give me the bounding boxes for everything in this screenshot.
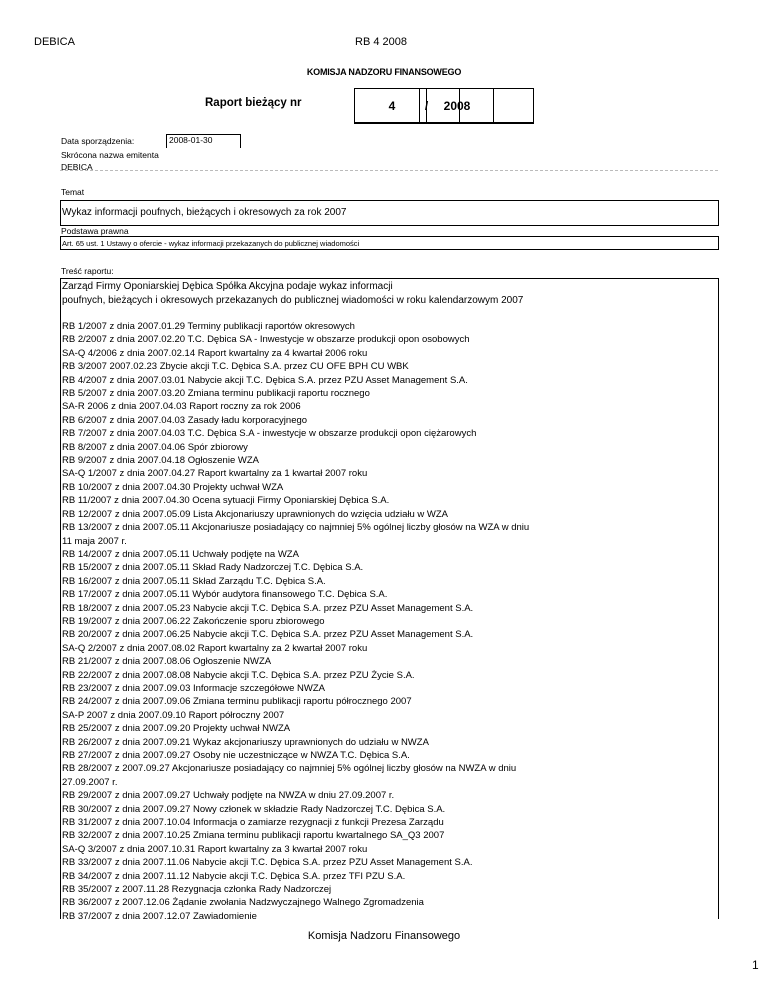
report-list-item: RB 4/2007 z dnia 2007.03.01 Nabycie akcji T.C. Dębica S.A. przez PZU Asset Management S.A. bbox=[62, 374, 468, 386]
report-list-item: RB 6/2007 z dnia 2007.04.03 Zasady ładu korporacyjnego bbox=[62, 414, 308, 426]
report-list-item: RB 28/2007 z 2007.09.27 Akcjonariusze posiadający co najmniej 5% ogólnej liczby głosów na NWZA w dniu bbox=[62, 763, 517, 775]
report-number: 4 bbox=[388, 98, 396, 113]
report-list-item: SA-Q 1/2007 z dnia 2007.04.27 Raport kwartalny za 1 kwartał 2007 roku bbox=[62, 468, 368, 480]
subject-value: Wykaz informacji poufnych, bieżących i okresowych za rok 2007 bbox=[62, 207, 347, 218]
report-year-box bbox=[426, 88, 494, 124]
report-list-item: RB 8/2007 z dnia 2007.04.06 Spór zbiorowy bbox=[62, 441, 248, 453]
report-list-item: RB 23/2007 z dnia 2007.09.03 Informacje szczegółowe NWZA bbox=[62, 682, 325, 694]
report-list-item: RB 26/2007 z dnia 2007.09.21 Wykaz akcjonariuszy uprawnionych do udziału w NWZA bbox=[62, 736, 429, 748]
report-list-item: RB 10/2007 z dnia 2007.04.30 Projekty uchwał WZA bbox=[62, 481, 284, 493]
report-list-item: RB 2/2007 z dnia 2007.02.20 T.C. Dębica SA - Inwestycje w obszarze produkcji opon osobowych bbox=[62, 334, 470, 346]
report-list-item: RB 37/2007 z dnia 2007.12.07 Zawiadomienie bbox=[62, 910, 257, 919]
legal-basis-value: Art. 65 ust. 1 Ustawy o ofercie - wykaz informacji przekazanych do publicznej wiadomości bbox=[62, 239, 360, 248]
legal-basis-field bbox=[60, 236, 719, 250]
header-report-code: RB 4 2008 bbox=[355, 36, 407, 48]
report-separator: / bbox=[424, 98, 429, 113]
footer-text: Komisja Nadzoru Finansowego bbox=[307, 930, 461, 942]
report-list-item: RB 30/2007 z dnia 2007.09.27 Nowy członek w składzie Rady Nadzorczej T.C. Dębica S.A. bbox=[62, 803, 446, 815]
report-list-item: RB 22/2007 z dnia 2007.08.08 Nabycie akcji T.C. Dębica S.A. przez PZU Życie S.A. bbox=[62, 669, 415, 681]
report-list-item: RB 3/2007 2007.02.23 Zbycie akcji T.C. Dębica S.A. przez CU OFE BPH CU WBK bbox=[62, 361, 409, 373]
report-list-item: RB 15/2007 z dnia 2007.05.11 Skład Rady Nadzorczej T.C. Dębica S.A. bbox=[62, 562, 364, 574]
report-list-item: RB 7/2007 z dnia 2007.04.03 T.C. Dębica S.A - inwestycje w obszarze produkcji opon ciężarowych bbox=[62, 428, 477, 440]
short-name-label: Skrócona nazwa emitenta bbox=[61, 150, 159, 160]
report-list-item: RB 14/2007 z dnia 2007.05.11 Uchwały podjęte na WZA bbox=[62, 548, 299, 560]
subject-field bbox=[60, 200, 719, 226]
report-extra-box bbox=[494, 88, 534, 124]
date-value: 2008-01-30 bbox=[169, 135, 213, 145]
report-year: 2008 bbox=[443, 98, 471, 113]
page-number: 1 bbox=[752, 958, 759, 972]
content-lines bbox=[61, 320, 718, 919]
report-list-item: SA-R 2006 z dnia 2007.04.03 Raport roczny za rok 2006 bbox=[62, 401, 301, 413]
report-list-item: RB 27/2007 z dnia 2007.09.27 Osoby nie uczestniczące w NWZA T.C. Dębica S.A. bbox=[62, 750, 410, 761]
report-list-item: RB 12/2007 z dnia 2007.05.09 Lista Akcjonariuszy uprawnionych do wzięcia udziału w WZA bbox=[62, 508, 449, 520]
report-list-item: SA-Q 3/2007 z dnia 2007.10.31 Raport kwartalny za 3 kwartał 2007 roku bbox=[62, 843, 368, 855]
report-list-item: RB 13/2007 z dnia 2007.05.11 Akcjonariusze posiadający co najmniej 5% ogólnej liczby głosów na WZA w dniu bbox=[62, 522, 530, 534]
divider bbox=[60, 170, 718, 171]
report-list-item: SA-P 2007 z dnia 2007.09.10 Raport półroczny 2007 bbox=[62, 709, 285, 721]
report-list-item: RB 34/2007 z dnia 2007.11.12 Nabycie akcji T.C. Dębica S.A. przez TFI PZU S.A. bbox=[62, 870, 406, 882]
content-intro bbox=[61, 279, 718, 307]
date-label: Data sporządzenia: bbox=[61, 136, 135, 146]
report-list-item: RB 1/2007 z dnia 2007.01.29 Terminy publikacji raportów okresowych bbox=[62, 321, 355, 332]
report-list-item: RB 25/2007 z dnia 2007.09.20 Projekty uchwał NWZA bbox=[62, 723, 291, 735]
report-list-item: RB 21/2007 z dnia 2007.08.06 Ogłoszenie NWZA bbox=[62, 656, 272, 668]
org-title: KOMISJA NADZORU FINANSOWEGO bbox=[306, 67, 462, 77]
report-list-item: 11 maja 2007 r. bbox=[62, 535, 127, 547]
report-label: Raport bieżący nr bbox=[205, 97, 302, 109]
report-list-item: SA-Q 4/2006 z dnia 2007.02.14 Raport kwartalny za 4 kwartał 2006 roku bbox=[62, 347, 368, 359]
content-box bbox=[60, 278, 719, 919]
legal-basis-label: Podstawa prawna bbox=[61, 226, 129, 236]
report-list-item: RB 29/2007 z dnia 2007.09.27 Uchwały podjęte na NWZA w dniu 27.09.2007 r. bbox=[62, 790, 395, 802]
report-list-item: RB 11/2007 z dnia 2007.04.30 Ocena sytuacji Firmy Oponiarskiej Dębica S.A. bbox=[62, 495, 390, 507]
report-list-item: RB 20/2007 z dnia 2007.06.25 Nabycie akcji T.C. Dębica S.A. przez PZU Asset Management S.A. bbox=[62, 629, 474, 641]
short-name-value: DEBICA bbox=[61, 162, 93, 172]
report-list-item: RB 9/2007 z dnia 2007.04.18 Ogłoszenie WZA bbox=[62, 455, 259, 467]
intro-line: Zarząd Firmy Oponiarskiej Dębica Spółka Akcyjna podaje wykaz informacji bbox=[62, 281, 393, 292]
report-list-item: 27.09.2007 r. bbox=[62, 776, 118, 788]
report-list-item: RB 16/2007 z dnia 2007.05.11 Skład Zarządu T.C. Dębica S.A. bbox=[62, 575, 326, 587]
report-list-item: SA-Q 2/2007 z dnia 2007.08.02 Raport kwartalny za 2 kwartał 2007 roku bbox=[62, 642, 368, 654]
report-list-item: RB 17/2007 z dnia 2007.05.11 Wybór audytora finansowego T.C. Dębica S.A. bbox=[62, 589, 388, 601]
intro-line: poufnych, bieżących i okresowych przekazanych do publicznej wiadomości w roku kalendarzowym 2007 bbox=[62, 294, 524, 306]
header-company: DEBICA bbox=[34, 36, 75, 48]
report-list-item: RB 32/2007 z dnia 2007.10.25 Zmiana terminu publikacji raportu kwartalnego SA_Q3 2007 bbox=[62, 830, 445, 842]
report-list-item: RB 31/2007 z dnia 2007.10.04 Informacja o zamiarze rezygnacji z funkcji Prezesa Zarządu bbox=[62, 817, 444, 829]
content-label: Treść raportu: bbox=[61, 266, 114, 276]
report-list-item: RB 5/2007 z dnia 2007.03.20 Zmiana terminu publikacji raportu rocznego bbox=[62, 388, 370, 400]
report-list-item: RB 36/2007 z 2007.12.06 Żądanie zwołania Nadzwyczajnego Walnego Zgromadzenia bbox=[62, 897, 424, 909]
report-list-item: RB 35/2007 z 2007.11.28 Rezygnacja członka Rady Nadzorczej bbox=[62, 884, 332, 896]
report-list-item: RB 19/2007 z dnia 2007.06.22 Zakończenie sporu zbiorowego bbox=[62, 615, 325, 627]
report-list-item: RB 24/2007 z dnia 2007.09.06 Zmiana terminu publikacji raportu półrocznego 2007 bbox=[62, 696, 412, 708]
report-list-item: RB 18/2007 z dnia 2007.05.23 Nabycie akcji T.C. Dębica S.A. przez PZU Asset Management S.A. bbox=[62, 602, 474, 614]
subject-label: Temat bbox=[61, 187, 85, 197]
report-list-item: RB 33/2007 z dnia 2007.11.06 Nabycie akcji T.C. Dębica S.A. przez PZU Asset Management S.A. bbox=[62, 857, 473, 869]
date-field bbox=[166, 134, 241, 148]
report-number-box bbox=[354, 88, 420, 124]
